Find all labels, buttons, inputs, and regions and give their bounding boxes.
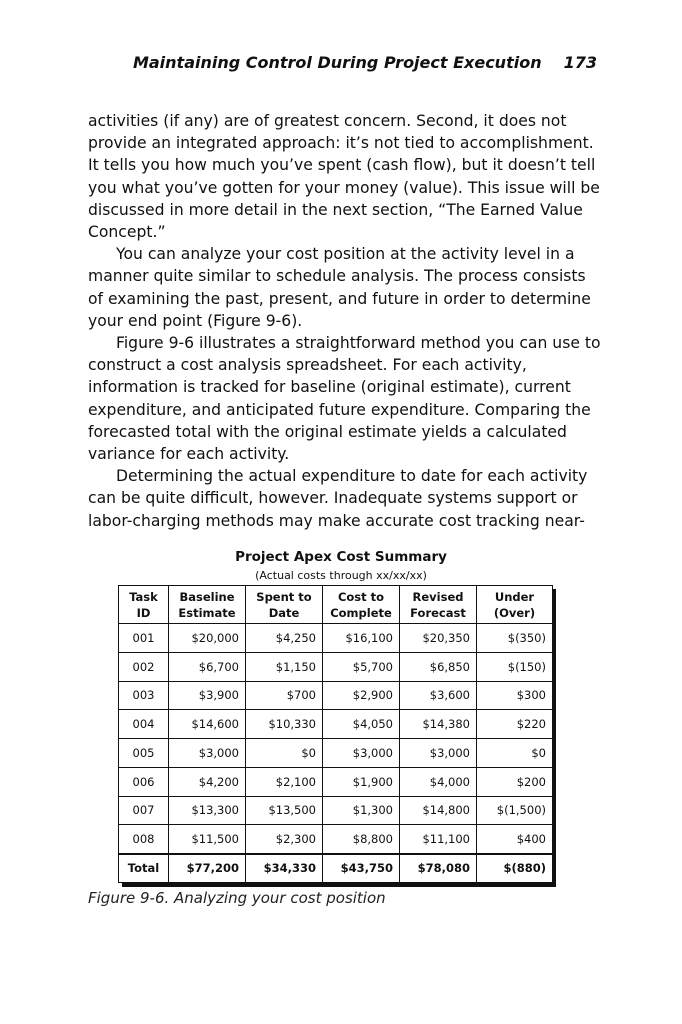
cost-summary-table: [118, 585, 553, 883]
table-cell: $14,800: [400, 796, 477, 825]
table-cell: $1,150: [246, 652, 323, 681]
table-cell: 004: [119, 710, 169, 739]
table-row: [119, 681, 553, 710]
table-cell: 007: [119, 796, 169, 825]
paragraph-4: Determining the actual expenditure to date for each activity can be quite difficult, however. Inadequate systems support or labor-charging methods may make accurate cost tracking near-: [88, 467, 588, 530]
table-header-row: [119, 586, 553, 624]
table-cell: $13,300: [169, 796, 246, 825]
column-header: Cost to Complete: [323, 586, 400, 624]
table-cell: $3,000: [400, 739, 477, 768]
running-header: [0, 53, 597, 72]
table-cell: $200: [477, 767, 553, 796]
column-header: Spent to Date: [246, 586, 323, 624]
table-cell: 006: [119, 767, 169, 796]
table-cell: $16,100: [323, 624, 400, 653]
table-row: [119, 825, 553, 854]
table-cell: $6,850: [400, 652, 477, 681]
table-row: [119, 767, 553, 796]
table-cell: $700: [246, 681, 323, 710]
table-cell: $5,700: [323, 652, 400, 681]
table-cell: $4,000: [400, 767, 477, 796]
table-row: [119, 624, 553, 653]
table-cell: $2,900: [323, 681, 400, 710]
table-cell: $3,600: [400, 681, 477, 710]
table-row: [119, 739, 553, 768]
table-cell: $(1,500): [477, 796, 553, 825]
table-cell: Total: [119, 854, 169, 883]
table-cell: $14,600: [169, 710, 246, 739]
table-cell: $11,100: [400, 825, 477, 854]
table-cell: $1,900: [323, 767, 400, 796]
table-cell: $43,750: [323, 854, 400, 883]
table-cell: $34,330: [246, 854, 323, 883]
table-cell: $2,100: [246, 767, 323, 796]
table-cell: $300: [477, 681, 553, 710]
table-cell: $3,000: [169, 739, 246, 768]
column-header: Revised Forecast: [400, 586, 477, 624]
column-header: Baseline Estimate: [169, 586, 246, 624]
table-cell: $2,300: [246, 825, 323, 854]
table-cell: $(350): [477, 624, 553, 653]
table-cell: $4,200: [169, 767, 246, 796]
table-title: Project Apex Cost Summary: [235, 549, 447, 565]
table-cell: $3,000: [323, 739, 400, 768]
page-number: 173: [563, 53, 597, 72]
table-cell: $400: [477, 825, 553, 854]
table-cell: $(880): [477, 854, 553, 883]
table-cell: $0: [246, 739, 323, 768]
table-cell: $0: [477, 739, 553, 768]
table-row: [119, 652, 553, 681]
paragraph-3: Figure 9-6 illustrates a straightforward method you can use to construct a cost analysis spreadsheet. For each activity, information is tracked for baseline (original estimate), current expenditure, and anticipated future expenditure. Comparing the forecasted total with the original estimate yields a calculated variance for each activity.: [88, 334, 601, 464]
table-total-row: [119, 854, 553, 883]
table-cell: 001: [119, 624, 169, 653]
table-row: [119, 710, 553, 739]
table-cell: 005: [119, 739, 169, 768]
table-cell: $77,200: [169, 854, 246, 883]
table-cell: $78,080: [400, 854, 477, 883]
table-cell: $1,300: [323, 796, 400, 825]
table-cell: $20,350: [400, 624, 477, 653]
table-cell: $20,000: [169, 624, 246, 653]
table-cell: $13,500: [246, 796, 323, 825]
table-cell: 003: [119, 681, 169, 710]
table-row: [119, 796, 553, 825]
paragraph-2: You can analyze your cost position at the activity level in a manner quite similar to schedule analysis. The process consists of examining the past, present, and future in order to determine your end point (Figure 9-6).: [88, 245, 591, 330]
table-cell: $6,700: [169, 652, 246, 681]
table-cell: $3,900: [169, 681, 246, 710]
table-cell: 008: [119, 825, 169, 854]
table-cell: $10,330: [246, 710, 323, 739]
table-cell: $4,250: [246, 624, 323, 653]
table-cell: $220: [477, 710, 553, 739]
header-title: Maintaining Control During Project Execution: [132, 53, 542, 72]
column-header: Under (Over): [477, 586, 553, 624]
table-cell: $(150): [477, 652, 553, 681]
paragraph-1: activities (if any) are of greatest concern. Second, it does not provide an integrated approach: it’s not tied to accomplishment. It tells you how much you’ve spent (cash flow), but it doesn’t tell you what you’ve gotten for your money (value). This issue will be discussed in more detail in the next section, “The Earned Value Concept.”: [88, 112, 600, 242]
column-header: Task ID: [119, 586, 169, 624]
table-subtitle: (Actual costs through xx/xx/xx): [255, 569, 427, 582]
table-cell: $8,800: [323, 825, 400, 854]
figure-caption: Figure 9-6. Analyzing your cost position: [88, 889, 386, 907]
table-cell: 002: [119, 652, 169, 681]
table-cell: $4,050: [323, 710, 400, 739]
table-cell: $11,500: [169, 825, 246, 854]
body-text: [88, 110, 603, 532]
cost-summary-table-frame: [118, 585, 552, 883]
table-cell: $14,380: [400, 710, 477, 739]
